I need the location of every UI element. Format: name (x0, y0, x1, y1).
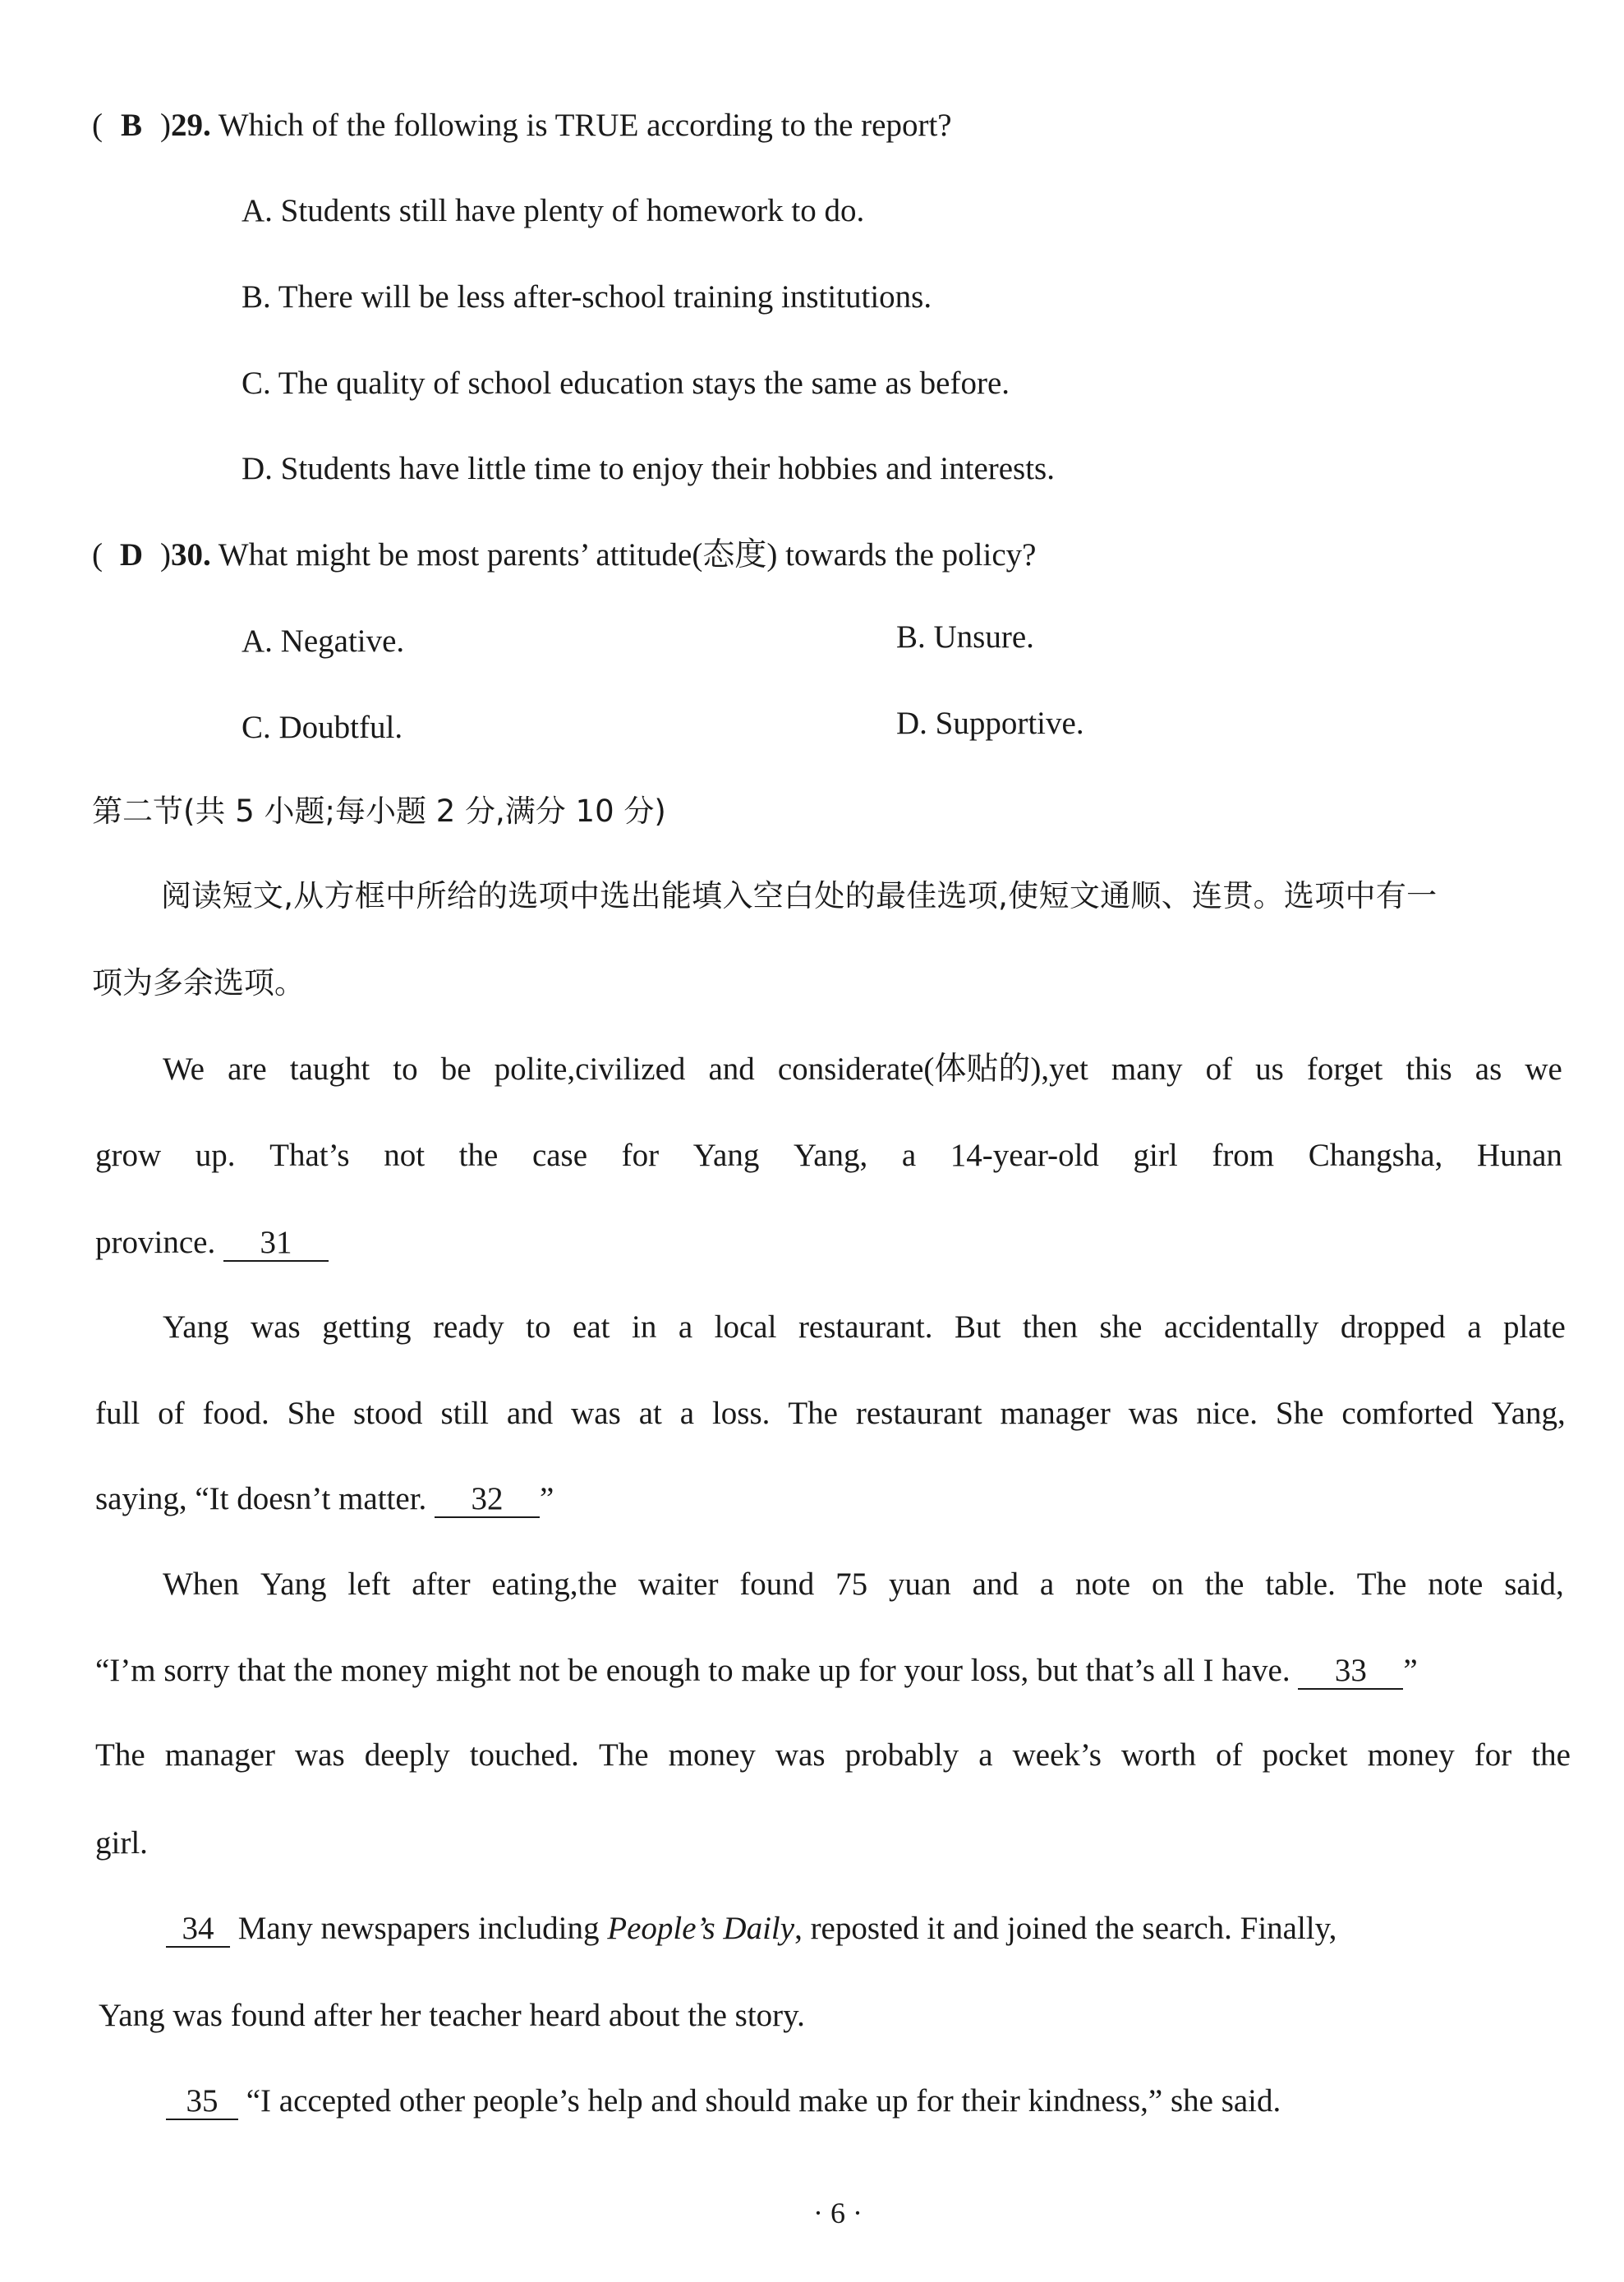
passage-word: Yang (692, 1138, 760, 1173)
passage-word: to (526, 1309, 551, 1345)
passage-word: getting (322, 1309, 412, 1345)
page-number: · 6 · (813, 2197, 863, 2229)
passage-word: restaurant (855, 1396, 982, 1431)
section-2-instruction-line1: 阅读短文,从方框中所给的选项中选出能填入空白处的最佳选项,使短文通顺、连贯。选项中有一 (161, 878, 1438, 913)
q29-option-c: C. The quality of school education stays the same as before. (242, 366, 1010, 401)
passage-word: restaurant. (798, 1309, 933, 1345)
passage-word: Yang (163, 1309, 229, 1345)
passage-word: of (1205, 1051, 1233, 1087)
passage-word: a (679, 1396, 695, 1431)
passage-word: ready (433, 1309, 504, 1345)
passage-word: note (1074, 1567, 1131, 1602)
passage-text: , reposted it and joined the search. Finally, (794, 1911, 1337, 1946)
passage-word: she (1099, 1309, 1143, 1345)
passage-word: The (95, 1737, 145, 1773)
passage-word: Changsha, (1308, 1138, 1443, 1173)
blank-35[interactable]: 35 (166, 2085, 238, 2120)
passage-p1-line1 (163, 1053, 1562, 1085)
passage-word: note (1428, 1567, 1484, 1602)
passage-word: comforted (1341, 1396, 1474, 1431)
passage-p4-line2: Yang was found after her teacher heard about the story. (99, 1998, 805, 2033)
passage-word: not (384, 1138, 426, 1173)
passage-word: of (158, 1396, 185, 1431)
passage-word: many (1111, 1051, 1183, 1087)
passage-word: taught (289, 1051, 370, 1087)
passage-word: But (954, 1309, 1001, 1345)
passage-word: and (708, 1051, 755, 1087)
passage-word: 75 (835, 1567, 868, 1602)
passage-word: we (1525, 1051, 1562, 1087)
passage-word: as (1474, 1051, 1502, 1087)
passage-word: eat (573, 1309, 610, 1345)
passage-word: When (163, 1567, 240, 1602)
passage-word: was (775, 1737, 826, 1773)
passage-word: full (95, 1396, 140, 1431)
passage-word: Hunan (1476, 1138, 1562, 1173)
passage-word: are (228, 1051, 267, 1087)
passage-p3-line1 (163, 1568, 1564, 1600)
q30-option-a: A. Negative. (242, 623, 405, 659)
passage-word: loss. (711, 1396, 771, 1431)
passage-p3-line2 (95, 1654, 1418, 1690)
passage-text: ” (540, 1481, 554, 1516)
answer-29: B (120, 108, 142, 143)
blank-34[interactable]: 34 (166, 1912, 230, 1948)
passage-p4-line1 (166, 1912, 1336, 1948)
passage-word: be (440, 1051, 472, 1087)
question-number-30: 30. (171, 537, 211, 573)
passage-word: the (458, 1138, 499, 1173)
passage-word: worth (1120, 1737, 1196, 1773)
section-2-title: 第二节(共 5 小题;每小题 2 分,满分 10 分) (92, 794, 666, 829)
section-2-instruction-line2: 项为多余选项。 (92, 965, 305, 1001)
passage-word: Yang, (1491, 1396, 1566, 1431)
passage-word: was (251, 1309, 301, 1345)
passage-word: plate (1503, 1309, 1566, 1345)
passage-word: food. (202, 1396, 269, 1431)
passage-text: ” (1403, 1653, 1418, 1688)
passage-word: She (1275, 1396, 1324, 1431)
bracket-open: ( (92, 537, 103, 573)
passage-word: up. (195, 1138, 236, 1173)
passage-word: of (1216, 1737, 1243, 1773)
answer-30: D (119, 537, 144, 573)
passage-p1-line3 (95, 1226, 329, 1262)
passage-word: deeply (364, 1737, 450, 1773)
passage-word: for (1474, 1737, 1512, 1773)
bracket-close: ) (160, 108, 171, 143)
blank-32[interactable]: 32 (435, 1483, 540, 1518)
passage-p3-line4: girl. (95, 1825, 148, 1861)
passage-word: week’s (1012, 1737, 1102, 1773)
passage-word: and (972, 1567, 1019, 1602)
passage-word: us (1255, 1051, 1284, 1087)
passage-word: was (1128, 1396, 1179, 1431)
passage-word: The (1356, 1567, 1407, 1602)
passage-word: The (598, 1737, 649, 1773)
passage-word: The (788, 1396, 838, 1431)
passage-word: for (621, 1138, 660, 1173)
q29-option-d: D. Students have little time to enjoy their hobbies and interests. (242, 451, 1055, 486)
question-number-29: 29. (171, 108, 211, 143)
passage-word: grow (95, 1138, 162, 1173)
passage-word: Yang (260, 1567, 327, 1602)
passage-word: manager (1000, 1396, 1111, 1431)
question-29-text: Which of the following is TRUE according to the report? (218, 108, 952, 143)
passage-p2-line3 (95, 1483, 554, 1518)
bracket-close: ) (160, 537, 171, 573)
passage-p3-line3 (95, 1739, 1571, 1771)
passage-word: at (638, 1396, 662, 1431)
passage-p5-line1 (166, 2085, 1281, 2120)
passage-word: local (714, 1309, 777, 1345)
passage-word: was (295, 1737, 345, 1773)
passage-word: considerate(体贴的),yet (777, 1051, 1088, 1087)
passage-word: forget (1306, 1051, 1383, 1087)
blank-33[interactable]: 33 (1298, 1654, 1403, 1690)
passage-word: accidentally (1163, 1309, 1319, 1345)
passage-word: touched. (469, 1737, 579, 1773)
passage-word: was (571, 1396, 621, 1431)
question-30-text: What might be most parents’ attitude(态度) towards the policy? (218, 537, 1037, 573)
passage-word: this (1405, 1051, 1452, 1087)
question-29-stem (92, 109, 952, 141)
passage-text: saying, “It doesn’t matter. (95, 1481, 427, 1516)
q30-option-b: B. Unsure. (896, 619, 1034, 655)
passage-word: money (1367, 1737, 1455, 1773)
passage-word: a (978, 1737, 993, 1773)
passage-word: case (531, 1138, 588, 1173)
passage-word: girl (1133, 1138, 1178, 1173)
passage-word: said, (1504, 1567, 1564, 1602)
passage-word: to (393, 1051, 418, 1087)
passage-word: She (287, 1396, 336, 1431)
passage-p2-line1 (163, 1311, 1566, 1343)
passage-word: probably (844, 1737, 959, 1773)
passage-word: the (1531, 1737, 1571, 1773)
blank-31[interactable]: 31 (223, 1226, 329, 1262)
passage-text: “I accepted other people’s help and should make up for their kindness,” she said. (246, 2083, 1281, 2119)
passage-p1-line2 (95, 1139, 1562, 1171)
passage-word: polite,civilized (494, 1051, 686, 1087)
passage-word: yuan (889, 1567, 951, 1602)
passage-word: a (1039, 1567, 1055, 1602)
passage-word: eating,the (491, 1567, 618, 1602)
passage-word: left (347, 1567, 391, 1602)
passage-text: province. (95, 1225, 216, 1260)
passage-word: nice. (1196, 1396, 1258, 1431)
passage-word: pocket (1262, 1737, 1348, 1773)
passage-word: a (901, 1138, 917, 1173)
passage-word: 14-year-old (950, 1138, 1099, 1173)
passage-word: the (1204, 1567, 1244, 1602)
passage-word: from (1212, 1138, 1275, 1173)
passage-word: table. (1265, 1567, 1336, 1602)
newspaper-name: People’s Daily (607, 1911, 795, 1946)
q30-option-c: C. Doubtful. (242, 710, 403, 745)
q29-option-b: B. There will be less after-school training institutions. (242, 279, 932, 315)
passage-word: then (1022, 1309, 1078, 1345)
passage-word: money (668, 1737, 756, 1773)
passage-word: still (440, 1396, 489, 1431)
passage-word: stood (353, 1396, 423, 1431)
passage-word: and (506, 1396, 554, 1431)
passage-text: Many newspapers including (237, 1911, 600, 1946)
passage-word: found (739, 1567, 815, 1602)
q30-option-d: D. Supportive. (896, 706, 1084, 741)
question-30-stem (92, 539, 1036, 571)
bracket-open: ( (92, 108, 103, 143)
passage-word: That’s (269, 1138, 350, 1173)
passage-word: a (1467, 1309, 1482, 1345)
passage-word: a (678, 1309, 693, 1345)
passage-word: waiter (638, 1567, 719, 1602)
passage-word: manager (164, 1737, 275, 1773)
passage-word: after (412, 1567, 471, 1602)
passage-word: on (1151, 1567, 1184, 1602)
passage-text: “I’m sorry that the money might not be enough to make up for your loss, but that’s all I have. (95, 1653, 1290, 1688)
q29-option-a: A. Students still have plenty of homework to do. (242, 193, 865, 228)
passage-word: in (631, 1309, 657, 1345)
passage-word: Yang, (793, 1138, 868, 1173)
passage-word: dropped (1340, 1309, 1446, 1345)
passage-p2-line2 (95, 1397, 1566, 1429)
passage-word: We (163, 1051, 205, 1087)
